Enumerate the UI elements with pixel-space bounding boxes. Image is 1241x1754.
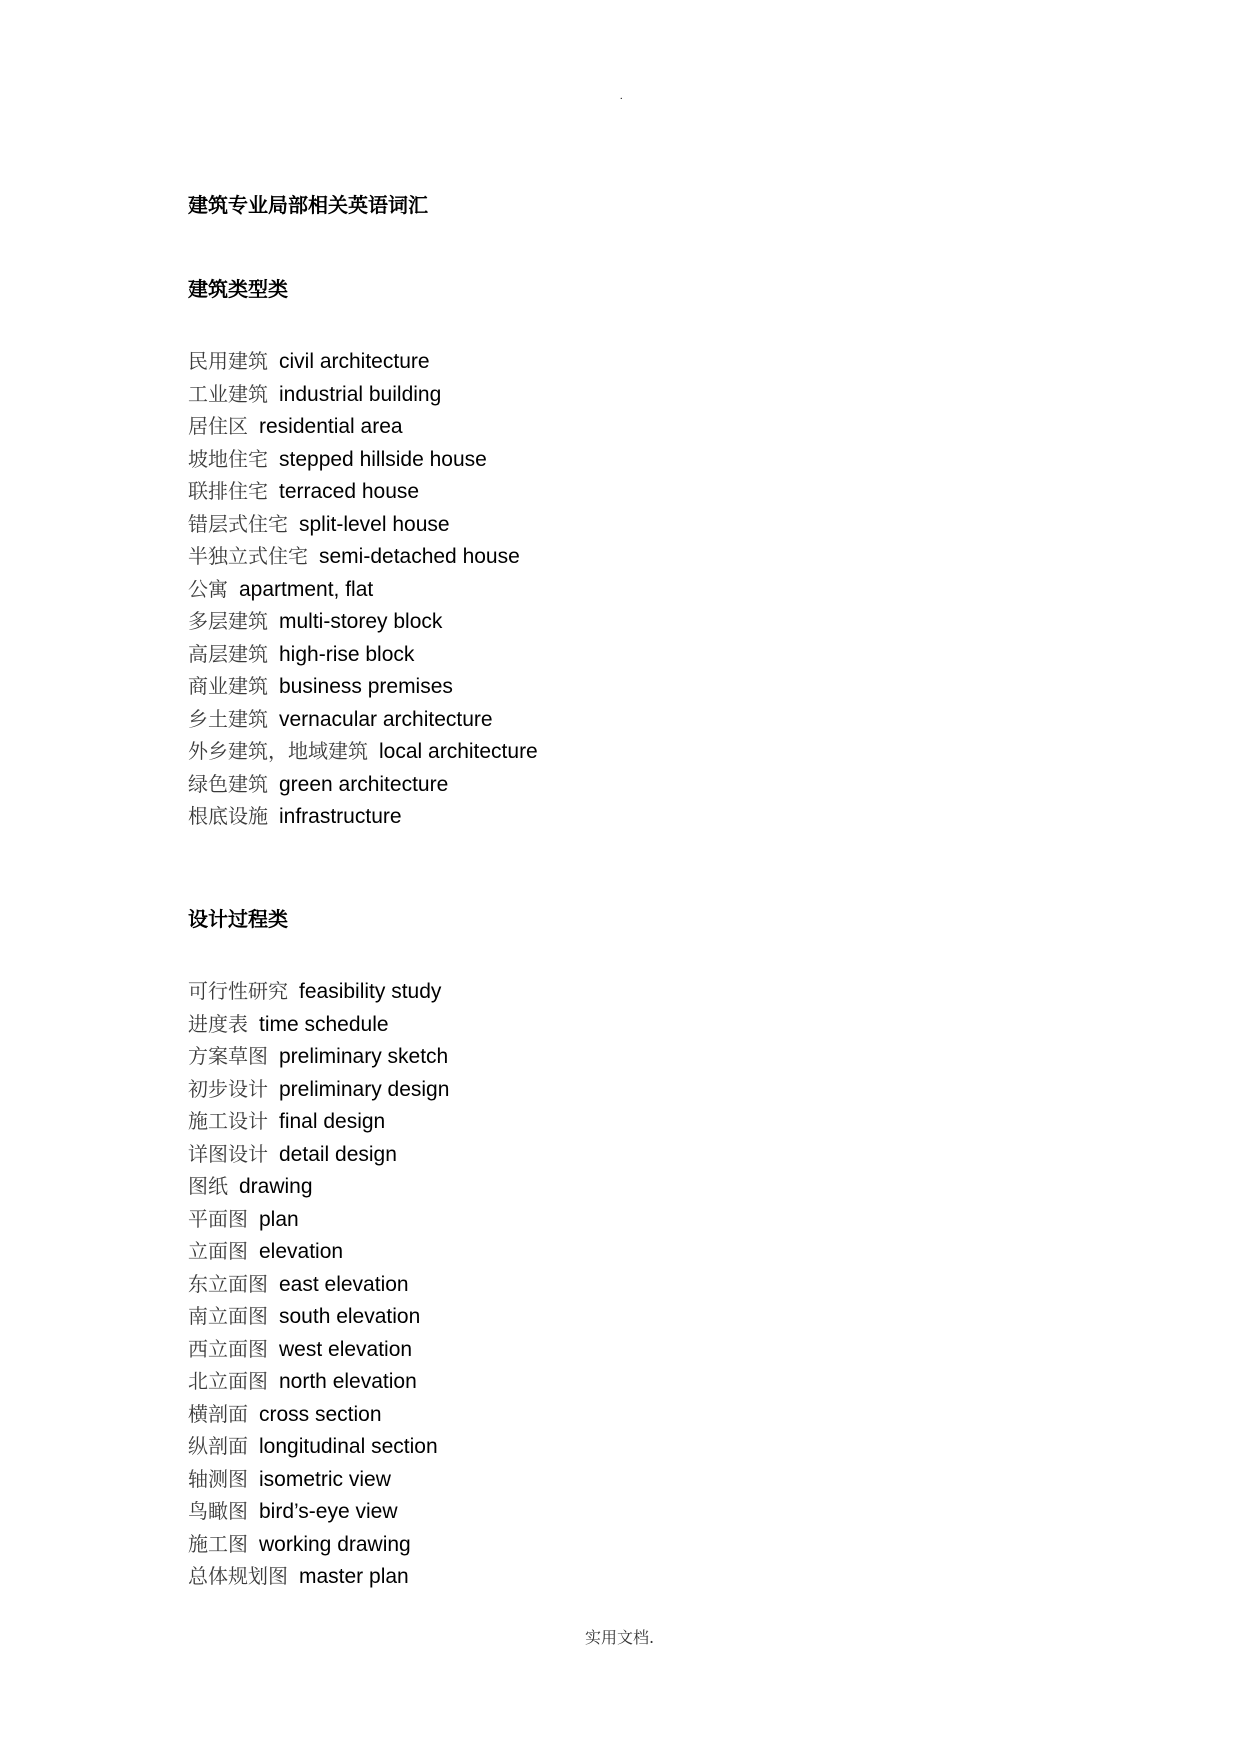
term-english: terraced house: [279, 480, 420, 503]
term-chinese: 进度表: [188, 1011, 248, 1036]
term-chinese: 高层建筑: [188, 641, 268, 666]
term-row: [188, 508, 538, 541]
term-chinese: 总体规划图: [188, 1564, 288, 1588]
term-chinese: 居住区: [188, 414, 248, 438]
term-english: cross section: [259, 1402, 382, 1426]
term-chinese: 根底设施: [188, 804, 268, 828]
term-chinese: 坡地住宅: [188, 446, 268, 471]
term-row: [188, 378, 538, 411]
term-english: elevation: [259, 1240, 344, 1263]
term-row: [188, 1300, 449, 1333]
term-row: [188, 1365, 449, 1398]
term-row: [188, 800, 538, 833]
term-chinese: 南立面图: [188, 1304, 268, 1328]
term-chinese: 立面图: [188, 1239, 248, 1263]
header-mark: .: [620, 91, 623, 102]
term-english: business premises: [279, 675, 453, 698]
term-list-design-process: [188, 975, 449, 1593]
term-row: [188, 1528, 449, 1561]
term-row: [188, 1398, 449, 1431]
term-english: north elevation: [279, 1370, 417, 1393]
term-row: [188, 1073, 449, 1106]
term-chinese: 多层建筑: [188, 609, 268, 633]
term-row: [188, 1235, 449, 1268]
page-footer: 实用文档.: [585, 1628, 655, 1647]
term-row: [188, 735, 538, 768]
term-row: [188, 1430, 449, 1463]
term-english: time schedule: [259, 1012, 389, 1036]
term-english: multi-storey block: [279, 610, 443, 633]
term-row: [188, 1040, 449, 1073]
term-chinese: 外乡建筑，地域建筑: [188, 739, 368, 763]
term-row: [188, 638, 538, 671]
term-chinese: 联排住宅: [188, 479, 268, 503]
term-chinese: 乡土建筑: [188, 706, 268, 731]
term-chinese: 横剖面: [188, 1401, 248, 1426]
term-row: [188, 670, 538, 703]
term-row: [188, 768, 538, 801]
term-chinese: 图纸: [188, 1174, 228, 1198]
term-chinese: 纵剖面: [188, 1434, 248, 1458]
term-list-building-types: [188, 345, 538, 833]
term-chinese: 北立面图: [188, 1369, 268, 1393]
term-row: [188, 1138, 449, 1171]
term-english: semi-detached house: [319, 545, 520, 568]
term-english: preliminary sketch: [279, 1045, 449, 1068]
term-english: master plan: [299, 1565, 409, 1588]
term-english: green architecture: [279, 772, 449, 796]
term-english: drawing: [239, 1175, 313, 1198]
term-english: longitudinal section: [259, 1435, 438, 1458]
term-row: [188, 573, 538, 606]
term-row: [188, 1333, 449, 1366]
term-row: [188, 1463, 449, 1496]
term-english: plan: [259, 1207, 299, 1231]
term-row: [188, 975, 449, 1008]
term-english: infrastructure: [279, 805, 402, 828]
term-english: industrial building: [279, 382, 442, 406]
term-chinese: 公寓: [188, 576, 228, 601]
term-english: residential area: [259, 415, 403, 438]
term-chinese: 商业建筑: [188, 674, 268, 698]
term-english: high-rise block: [279, 642, 415, 666]
term-chinese: 绿色建筑: [188, 771, 268, 796]
term-chinese: 民用建筑: [188, 349, 268, 373]
term-english: final design: [279, 1110, 386, 1133]
term-row: [188, 475, 538, 508]
term-english: preliminary design: [279, 1077, 450, 1101]
term-row: [188, 443, 538, 476]
section-heading-design-process: 设计过程类: [188, 907, 288, 931]
section-heading-building-types: 建筑类型类: [188, 277, 288, 301]
term-english: local architecture: [379, 740, 538, 763]
term-row: [188, 1105, 449, 1138]
term-chinese: 初步设计: [188, 1076, 268, 1101]
term-row: [188, 410, 538, 443]
term-row: [188, 605, 538, 638]
term-chinese: 工业建筑: [188, 381, 268, 406]
document-title: 建筑专业局部相关英语词汇: [188, 193, 428, 217]
term-row: [188, 540, 538, 573]
term-chinese: 详图设计: [188, 1141, 268, 1166]
term-chinese: 方案草图: [188, 1044, 268, 1068]
term-english: working drawing: [259, 1532, 411, 1556]
term-english: apartment, flat: [239, 577, 374, 601]
term-row: [188, 1203, 449, 1236]
term-english: detail design: [279, 1142, 397, 1166]
term-row: [188, 1008, 449, 1041]
term-chinese: 西立面图: [188, 1336, 268, 1361]
term-english: isometric view: [259, 1467, 391, 1491]
term-english: feasibility study: [299, 980, 442, 1003]
term-row: [188, 1495, 449, 1528]
term-english: bird’s-eye view: [259, 1500, 398, 1523]
term-english: split-level house: [299, 512, 450, 536]
term-chinese: 东立面图: [188, 1271, 268, 1296]
term-row: [188, 345, 538, 378]
term-chinese: 错层式住宅: [188, 511, 288, 536]
term-english: vernacular architecture: [279, 707, 493, 731]
term-chinese: 施工图: [188, 1531, 248, 1556]
term-row: [188, 703, 538, 736]
term-chinese: 鸟瞰图: [188, 1499, 248, 1523]
term-row: [188, 1268, 449, 1301]
term-row: [188, 1170, 449, 1203]
term-english: east elevation: [279, 1272, 409, 1296]
term-english: stepped hillside house: [279, 447, 487, 471]
term-chinese: 可行性研究: [188, 979, 288, 1003]
term-chinese: 半独立式住宅: [188, 544, 308, 568]
term-chinese: 平面图: [188, 1206, 248, 1231]
term-chinese: 施工设计: [188, 1109, 268, 1133]
term-english: south elevation: [279, 1305, 421, 1328]
term-row: [188, 1560, 449, 1593]
term-english: west elevation: [279, 1337, 413, 1361]
term-chinese: 轴测图: [188, 1466, 248, 1491]
term-english: civil architecture: [279, 350, 430, 373]
